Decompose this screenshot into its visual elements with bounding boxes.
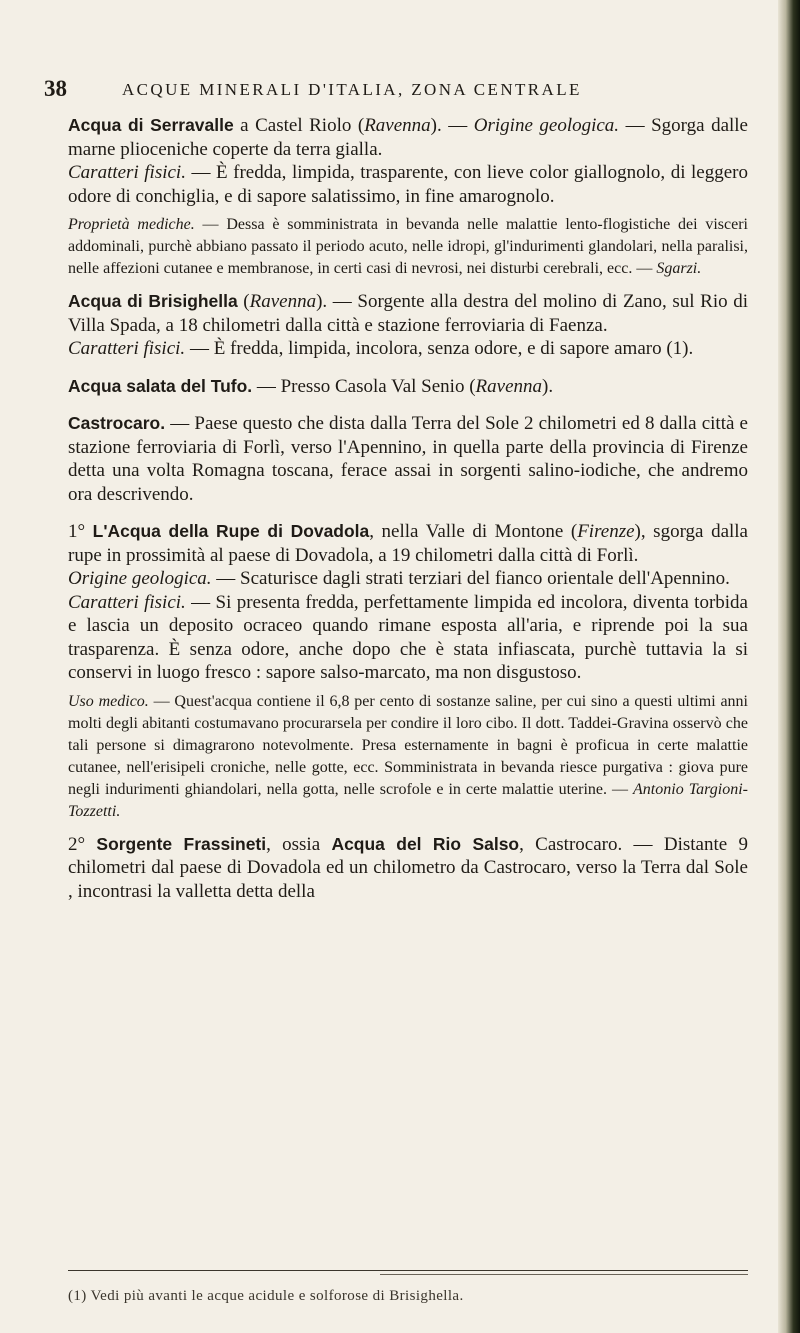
- section-label: Origine geologica.: [68, 568, 212, 589]
- footnote-divider-secondary: [380, 1274, 748, 1275]
- entry-rupe-dovadola: 1° L'Acqua della Rupe di Dovadola, nella Valle di Montone (Firenze), sgorga dalla rupe in prossimità al paese di Dovadola, a 19 chilometri dalla città di Forlì.: [68, 521, 748, 566]
- paragraph-caratteri-fisici: Caratteri fisici. — Si presenta fredda, perfettamente limpida ed incolora, diventa torbida e lascia un deposito ocraceo quando rimane esposta all'aria, e riprende poi la sua trasparenza. È senza odore, anche dopo che è stata infiascata, purchè tuttavia la si conservi in luogo fresco : sapore salso-marcato, ma non disgustoso.: [68, 591, 748, 683]
- section-label: Uso medico.: [68, 692, 149, 710]
- footnote: (1) Vedi più avanti le acque acidule e solforose di Brisighella.: [68, 1288, 464, 1304]
- entry-title: Castrocaro.: [68, 413, 166, 433]
- entry-title-alt: Acqua del Rio Salso: [331, 833, 520, 854]
- paragraph-origine-geologica: Origine geologica. — Scaturisce dagli strati terziari del fianco orientale dell'Apennino.: [68, 568, 730, 589]
- paragraph-caratteri-fisici: Caratteri fisici. — È fredda, limpida, incolora, senza odore, e di sapore amaro (1).: [68, 338, 694, 359]
- page-header: [44, 76, 744, 106]
- entry-title: L'Acqua della Rupe di Dovadola: [92, 521, 370, 541]
- entry-serravalle: Acqua di Serravalle a Castel Riolo (Ravenna). — Origine geologica. — Sgorga dalle marne plioceniche coperte da terra gialla.: [68, 115, 748, 160]
- paragraph-uso-medico: Uso medico. — Quest'acqua contiene il 6,8 per cento di sostanze saline, per cui sino a questi ultimi anni molti degli abitanti costumavano procurarsela per condire il loro cibo. Il dott. Taddei-Gravina osservò che tali persone si dimagrarono notevolmente. Presa esternamente in bagni è proficua in certe malattie cutanee, nell'erisipeli croniche, nelle gotte, ecc. Somministrata in bevanda riesce purgativa : giova pure negli indurimenti ghiandolari, nella gotta, nelle scrofole e in certe malattie uterine. — Antonio Targioni-Tozzetti.: [68, 692, 748, 820]
- entry-title: Sorgente Frassineti: [96, 833, 267, 854]
- page-number: 38: [44, 76, 67, 101]
- place-name: Firenze: [577, 521, 635, 542]
- author-name: Antonio Targioni-Tozzetti.: [68, 780, 748, 820]
- place-name: Ravenna: [364, 115, 431, 136]
- section-label: Caratteri fisici.: [68, 162, 186, 183]
- place-name: Ravenna: [475, 375, 543, 397]
- entry-title: Acqua di Brisighella: [68, 291, 238, 311]
- entry-castrocaro: Castrocaro. — Paese questo che dista dalla Terra del Sole 2 chilometri ed 8 dalla città e stazione ferroviaria di Forlì, verso l'Apennino, in quella parte della provincia di Firenze detta una volta Romagna toscana, ferace assai in sorgenti salino-iodiche, che andremo ora descrivendo.: [68, 413, 748, 505]
- entry-title: Acqua di Serravalle: [68, 115, 234, 135]
- section-label: Caratteri fisici.: [68, 591, 186, 613]
- book-binding-edge: [778, 0, 800, 1333]
- paragraph-proprieta-mediche: Proprietà mediche. — Dessa è somministrata in bevanda nelle malattie lento-flogistiche dei visceri addominali, purchè abbiano passato il periodo acuto, nelle idropi, gl'indurimenti glandolari, nella paralisi, nelle affezioni cutanee e membranose, in certi casi di nevrosi, nei disturbi cerebrali, ecc. — Sgarzi.: [68, 216, 748, 277]
- section-label: Origine geologica.: [473, 115, 620, 136]
- author-name: Sgarzi.: [656, 260, 702, 277]
- page-body: [68, 114, 748, 903]
- place-name: Ravenna: [249, 291, 317, 312]
- running-title: ACQUE MINERALI D'ITALIA, ZONA CENTRALE: [122, 80, 582, 99]
- section-label: Caratteri fisici.: [68, 338, 186, 359]
- footnote-divider: [68, 1270, 748, 1271]
- entry-frassineti: 2° Sorgente Frassineti, ossia Acqua del Rio Salso, Castrocaro. — Distante 9 chilometri dal paese di Dovadola ed un chilometro da Castrocaro, verso la Terra dal Sole , incontrasi la valletta detta della: [68, 833, 748, 902]
- section-label: Proprietà mediche.: [68, 216, 195, 233]
- entry-tufo: Acqua salata del Tufo. — Presso Casola Val Senio (Ravenna).: [68, 375, 554, 397]
- entry-title: Acqua salata del Tufo.: [68, 375, 253, 396]
- paragraph-caratteri-fisici: Caratteri fisici. — È fredda, limpida, trasparente, con lieve color giallognolo, di leggero odore di conchiglia, e di sapore salatissimo, in fine amarognolo.: [68, 162, 748, 207]
- entry-brisighella: Acqua di Brisighella (Ravenna). — Sorgente alla destra del molino di Zano, sul Rio di Villa Spada, a 18 chilometri dalla città e stazione ferroviaria di Faenza.: [68, 291, 748, 336]
